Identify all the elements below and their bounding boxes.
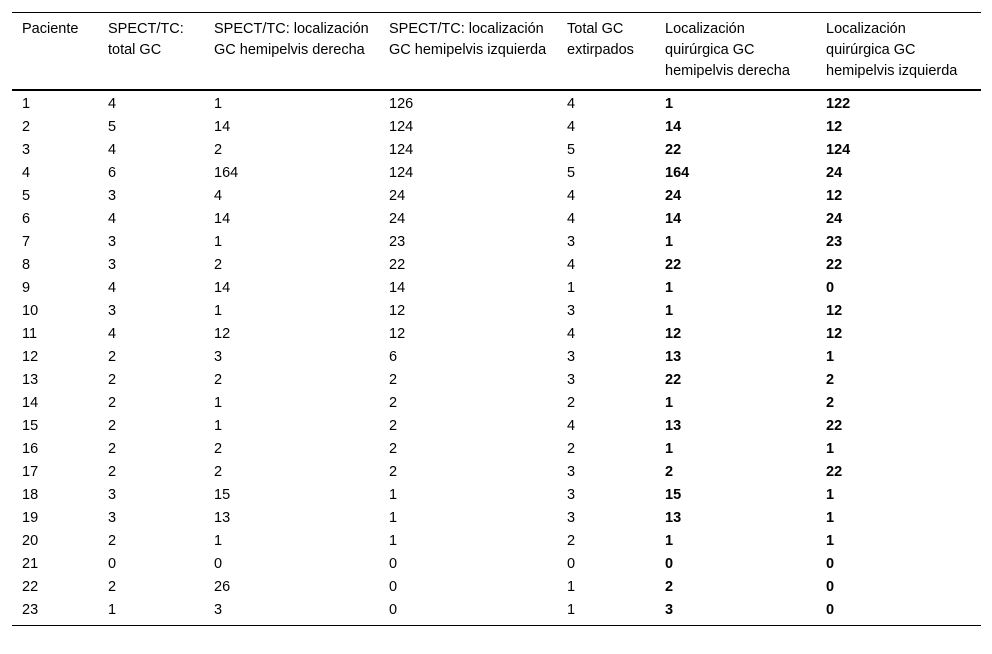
cell-paciente: 12: [22, 349, 39, 365]
cell-spect-izquierda: 24: [389, 211, 406, 227]
cell-spect-total: 6: [108, 165, 117, 181]
cell-spect-derecha: 12: [214, 326, 231, 342]
cell-spect-izquierda: 12: [389, 326, 406, 342]
cell-paciente: 14: [22, 395, 39, 411]
cell-spect-derecha: 1: [214, 395, 223, 411]
cell-paciente: 7: [22, 234, 31, 250]
cell-spect-derecha: 3: [214, 349, 223, 365]
cell-spect-derecha: 14: [214, 211, 231, 227]
table-row: [12, 576, 981, 599]
table-row: [12, 300, 981, 323]
table-row: [12, 599, 981, 626]
cell-quirurgica-derecha: 1: [665, 96, 674, 112]
cell-quirurgica-izquierda: 22: [826, 257, 843, 273]
cell-quirurgica-derecha: 13: [665, 349, 682, 365]
cell-spect-total: 3: [108, 303, 117, 319]
cell-spect-derecha: 15: [214, 487, 231, 503]
cell-spect-izquierda: 2: [389, 464, 398, 480]
cell-spect-derecha: 26: [214, 579, 231, 595]
cell-total-extirpados: 4: [567, 326, 576, 342]
cell-quirurgica-izquierda: 0: [826, 556, 835, 572]
cell-quirurgica-derecha: 22: [665, 142, 682, 158]
cell-quirurgica-izquierda: 12: [826, 303, 843, 319]
cell-quirurgica-izquierda: 2: [826, 372, 835, 388]
cell-quirurgica-derecha: 1: [665, 234, 674, 250]
cell-spect-total: 2: [108, 372, 117, 388]
cell-spect-total: 3: [108, 487, 117, 503]
table-row: [12, 461, 981, 484]
table-row: [12, 507, 981, 530]
cell-quirurgica-izquierda: 0: [826, 602, 835, 618]
cell-spect-izquierda: 12: [389, 303, 406, 319]
header-row: [12, 13, 981, 91]
table-row: [12, 231, 981, 254]
cell-paciente: 17: [22, 464, 39, 480]
cell-spect-derecha: 1: [214, 533, 223, 549]
cell-total-extirpados: 5: [567, 142, 576, 158]
cell-paciente: 22: [22, 579, 39, 595]
cell-total-extirpados: 4: [567, 211, 576, 227]
cell-paciente: 8: [22, 257, 31, 273]
table-row: [12, 530, 981, 553]
cell-spect-total: 4: [108, 142, 117, 158]
cell-spect-total: 5: [108, 119, 117, 135]
cell-quirurgica-izquierda: 22: [826, 418, 843, 434]
cell-total-extirpados: 2: [567, 441, 576, 457]
cell-spect-izquierda: 2: [389, 441, 398, 457]
cell-total-extirpados: 3: [567, 349, 576, 365]
table-row: [12, 208, 981, 231]
cell-total-extirpados: 0: [567, 556, 576, 572]
cell-quirurgica-derecha: 12: [665, 326, 682, 342]
cell-spect-derecha: 2: [214, 464, 223, 480]
cell-quirurgica-izquierda: 24: [826, 211, 843, 227]
cell-spect-izquierda: 124: [389, 165, 414, 181]
cell-total-extirpados: 4: [567, 418, 576, 434]
cell-spect-derecha: 2: [214, 257, 223, 273]
column-header-spect-izquierda: SPECT/TC: localización GC hemipelvis izquierda: [389, 21, 547, 58]
cell-spect-total: 3: [108, 234, 117, 250]
cell-spect-izquierda: 24: [389, 188, 406, 204]
cell-paciente: 21: [22, 556, 39, 572]
cell-paciente: 6: [22, 211, 31, 227]
cell-spect-total: 4: [108, 96, 117, 112]
cell-quirurgica-derecha: 1: [665, 280, 674, 296]
cell-spect-total: 3: [108, 510, 117, 526]
cell-spect-total: 0: [108, 556, 117, 572]
cell-quirurgica-izquierda: 1: [826, 510, 835, 526]
cell-quirurgica-izquierda: 23: [826, 234, 843, 250]
cell-total-extirpados: 3: [567, 234, 576, 250]
cell-quirurgica-derecha: 22: [665, 257, 682, 273]
cell-quirurgica-derecha: 13: [665, 418, 682, 434]
cell-spect-izquierda: 2: [389, 418, 398, 434]
table-row: [12, 392, 981, 415]
cell-spect-derecha: 1: [214, 234, 223, 250]
cell-paciente: 16: [22, 441, 39, 457]
cell-spect-total: 4: [108, 280, 117, 296]
cell-total-extirpados: 3: [567, 303, 576, 319]
cell-total-extirpados: 3: [567, 510, 576, 526]
cell-quirurgica-izquierda: 1: [826, 533, 835, 549]
column-header-spect-total: SPECT/TC: total GC: [108, 21, 184, 58]
table-row: [12, 346, 981, 369]
cell-spect-izquierda: 14: [389, 280, 406, 296]
cell-quirurgica-izquierda: 2: [826, 395, 835, 411]
cell-total-extirpados: 2: [567, 395, 576, 411]
table-row: [12, 254, 981, 277]
cell-quirurgica-izquierda: 122: [826, 96, 851, 112]
cell-spect-total: 2: [108, 418, 117, 434]
table-row: [12, 139, 981, 162]
cell-quirurgica-izquierda: 0: [826, 280, 835, 296]
cell-quirurgica-izquierda: 0: [826, 579, 835, 595]
cell-total-extirpados: 1: [567, 280, 576, 296]
cell-spect-izquierda: 23: [389, 234, 406, 250]
table-body: [12, 90, 981, 626]
cell-quirurgica-izquierda: 22: [826, 464, 843, 480]
cell-quirurgica-derecha: 3: [665, 602, 674, 618]
cell-spect-izquierda: 124: [389, 142, 414, 158]
cell-spect-derecha: 1: [214, 96, 223, 112]
cell-total-extirpados: 2: [567, 533, 576, 549]
cell-spect-total: 4: [108, 326, 117, 342]
cell-paciente: 9: [22, 280, 31, 296]
cell-total-extirpados: 4: [567, 119, 576, 135]
cell-spect-izquierda: 124: [389, 119, 414, 135]
cell-spect-total: 1: [108, 602, 117, 618]
cell-spect-derecha: 164: [214, 165, 239, 181]
table-row: [12, 116, 981, 139]
cell-quirurgica-izquierda: 12: [826, 188, 843, 204]
table-row: [12, 162, 981, 185]
table-header: [12, 13, 981, 91]
cell-spect-izquierda: 0: [389, 556, 398, 572]
cell-total-extirpados: 4: [567, 188, 576, 204]
cell-quirurgica-derecha: 14: [665, 211, 682, 227]
cell-paciente: 10: [22, 303, 39, 319]
column-header-quirurgica-derecha: Localización quirúrgica GC hemipelvis derecha: [665, 21, 790, 79]
cell-total-extirpados: 1: [567, 579, 576, 595]
cell-spect-izquierda: 2: [389, 372, 398, 388]
cell-spect-izquierda: 1: [389, 510, 398, 526]
cell-paciente: 5: [22, 188, 31, 204]
cell-spect-derecha: 2: [214, 441, 223, 457]
cell-spect-total: 3: [108, 257, 117, 273]
cell-quirurgica-derecha: 24: [665, 188, 682, 204]
cell-spect-derecha: 14: [214, 280, 231, 296]
cell-spect-izquierda: 2: [389, 395, 398, 411]
cell-spect-total: 2: [108, 441, 117, 457]
cell-spect-derecha: 2: [214, 142, 223, 158]
cell-spect-izquierda: 0: [389, 602, 398, 618]
cell-spect-derecha: 2: [214, 372, 223, 388]
cell-spect-total: 2: [108, 349, 117, 365]
cell-quirurgica-derecha: 15: [665, 487, 682, 503]
cell-spect-total: 2: [108, 533, 117, 549]
cell-total-extirpados: 3: [567, 464, 576, 480]
cell-spect-total: 2: [108, 464, 117, 480]
data-table: [12, 12, 981, 626]
table-row: [12, 90, 981, 116]
column-header-quirurgica-izquierda: Localización quirúrgica GC hemipelvis izquierda: [826, 21, 958, 79]
cell-quirurgica-izquierda: 24: [826, 165, 843, 181]
cell-spect-izquierda: 22: [389, 257, 406, 273]
cell-quirurgica-derecha: 0: [665, 556, 674, 572]
cell-quirurgica-derecha: 1: [665, 395, 674, 411]
cell-paciente: 13: [22, 372, 39, 388]
cell-spect-derecha: 3: [214, 602, 223, 618]
cell-quirurgica-derecha: 14: [665, 119, 682, 135]
cell-paciente: 19: [22, 510, 39, 526]
cell-total-extirpados: 4: [567, 96, 576, 112]
cell-quirurgica-izquierda: 1: [826, 487, 835, 503]
cell-spect-derecha: 0: [214, 556, 223, 572]
cell-spect-total: 2: [108, 579, 117, 595]
table-row: [12, 369, 981, 392]
cell-paciente: 4: [22, 165, 31, 181]
column-header-paciente: Paciente: [22, 21, 79, 37]
cell-quirurgica-derecha: 164: [665, 165, 690, 181]
cell-quirurgica-izquierda: 1: [826, 441, 835, 457]
cell-quirurgica-derecha: 2: [665, 579, 674, 595]
cell-spect-izquierda: 126: [389, 96, 414, 112]
cell-quirurgica-izquierda: 12: [826, 326, 843, 342]
cell-paciente: 18: [22, 487, 39, 503]
column-header-spect-derecha: SPECT/TC: localización GC hemipelvis derecha: [214, 21, 369, 58]
cell-spect-derecha: 13: [214, 510, 231, 526]
table-row: [12, 553, 981, 576]
table-row: [12, 415, 981, 438]
cell-spect-izquierda: 0: [389, 579, 398, 595]
table-row: [12, 185, 981, 208]
cell-total-extirpados: 5: [567, 165, 576, 181]
cell-total-extirpados: 1: [567, 602, 576, 618]
cell-paciente: 11: [22, 326, 38, 342]
cell-total-extirpados: 3: [567, 372, 576, 388]
cell-quirurgica-derecha: 1: [665, 303, 674, 319]
cell-quirurgica-izquierda: 124: [826, 142, 851, 158]
cell-spect-izquierda: 1: [389, 487, 398, 503]
column-header-total-extirpados: Total GC extirpados: [567, 21, 634, 58]
cell-total-extirpados: 3: [567, 487, 576, 503]
cell-spect-total: 3: [108, 188, 117, 204]
cell-spect-total: 4: [108, 211, 117, 227]
table-row: [12, 438, 981, 461]
cell-paciente: 20: [22, 533, 39, 549]
cell-spect-derecha: 1: [214, 303, 223, 319]
cell-quirurgica-derecha: 13: [665, 510, 682, 526]
cell-quirurgica-derecha: 22: [665, 372, 682, 388]
cell-quirurgica-derecha: 2: [665, 464, 674, 480]
cell-spect-izquierda: 6: [389, 349, 398, 365]
cell-spect-izquierda: 1: [389, 533, 398, 549]
cell-paciente: 3: [22, 142, 31, 158]
cell-paciente: 2: [22, 119, 31, 135]
cell-spect-derecha: 14: [214, 119, 231, 135]
cell-spect-total: 2: [108, 395, 117, 411]
cell-quirurgica-izquierda: 12: [826, 119, 843, 135]
cell-spect-derecha: 1: [214, 418, 223, 434]
table-container: [12, 12, 981, 626]
cell-quirurgica-izquierda: 1: [826, 349, 835, 365]
table-row: [12, 484, 981, 507]
cell-total-extirpados: 4: [567, 257, 576, 273]
cell-paciente: 15: [22, 418, 39, 434]
cell-spect-derecha: 4: [214, 188, 223, 204]
cell-quirurgica-derecha: 1: [665, 533, 674, 549]
cell-quirurgica-derecha: 1: [665, 441, 674, 457]
cell-paciente: 23: [22, 602, 39, 618]
table-row: [12, 277, 981, 300]
cell-paciente: 1: [22, 96, 31, 112]
table-row: [12, 323, 981, 346]
